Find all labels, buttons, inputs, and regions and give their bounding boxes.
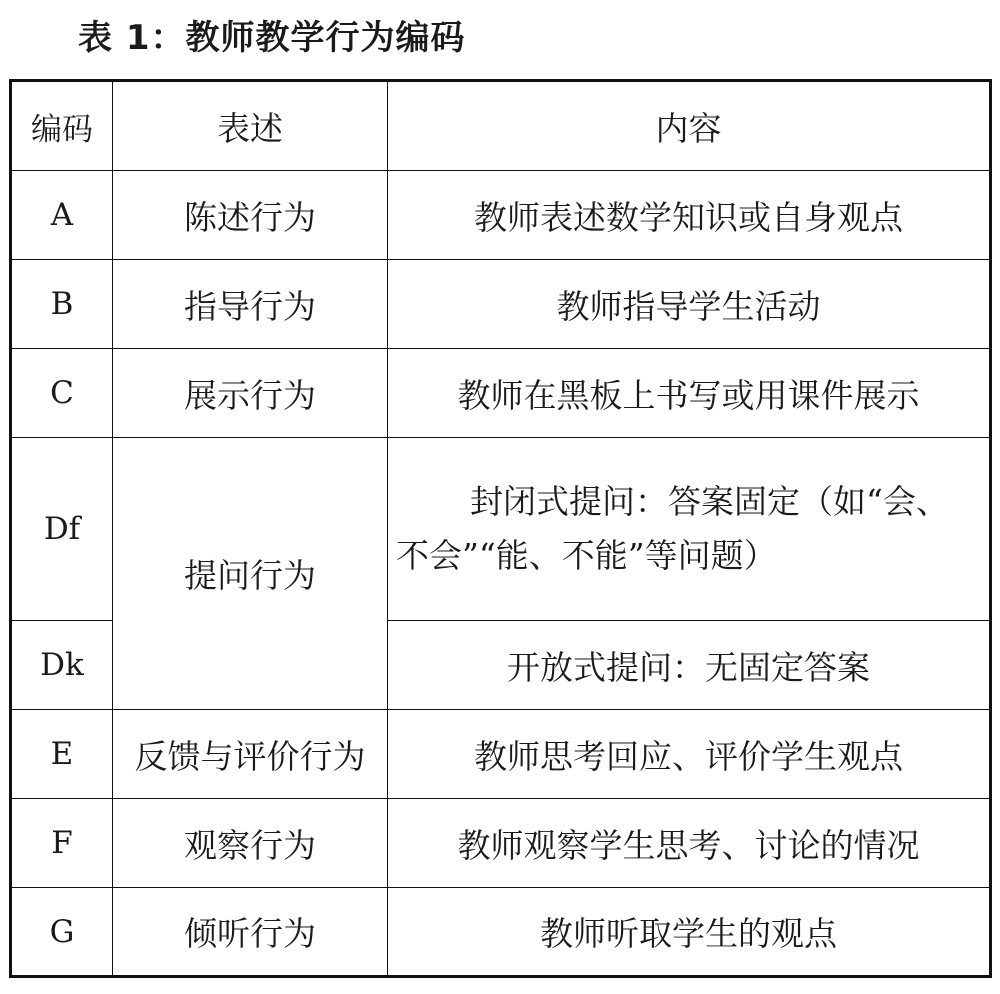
cell-content bbox=[388, 438, 991, 621]
table-row bbox=[11, 260, 991, 349]
cell-code: B bbox=[11, 260, 113, 349]
header-content: 内容 bbox=[388, 81, 991, 171]
cell-content: 教师表述数学知识或自身观点 bbox=[388, 171, 991, 260]
cell-description: 观察行为 bbox=[113, 799, 388, 888]
cell-code: G bbox=[11, 888, 113, 977]
cell-content-line: 封闭式提问：答案固定（如“会、 bbox=[470, 482, 949, 521]
cell-content: 教师指导学生活动 bbox=[388, 260, 991, 349]
cell-code: Df bbox=[11, 438, 113, 621]
cell-content: 教师观察学生思考、讨论的情况 bbox=[388, 799, 991, 888]
header-description: 表述 bbox=[113, 81, 388, 171]
cell-content: 开放式提问：无固定答案 bbox=[388, 621, 991, 710]
cell-content-line: 不会”“能、不能”等问题） bbox=[396, 536, 777, 575]
cell-description: 陈述行为 bbox=[113, 171, 388, 260]
cell-description: 倾听行为 bbox=[113, 888, 388, 977]
cell-description: 指导行为 bbox=[113, 260, 388, 349]
cell-code: A bbox=[11, 171, 113, 260]
table-header-row bbox=[11, 81, 991, 171]
cell-content: 教师思考回应、评价学生观点 bbox=[388, 710, 991, 799]
cell-description: 展示行为 bbox=[113, 349, 388, 438]
cell-content: 教师听取学生的观点 bbox=[388, 888, 991, 977]
table-row bbox=[11, 171, 991, 260]
cell-code: F bbox=[11, 799, 113, 888]
table-caption: 表 1：教师教学行为编码 bbox=[78, 18, 466, 58]
table-row bbox=[11, 799, 991, 888]
behavior-code-table bbox=[9, 79, 992, 978]
cell-code: C bbox=[11, 349, 113, 438]
table-row bbox=[11, 438, 991, 621]
header-code: 编码 bbox=[11, 81, 113, 171]
cell-content: 教师在黑板上书写或用课件展示 bbox=[388, 349, 991, 438]
cell-code: Dk bbox=[11, 621, 113, 710]
table-row bbox=[11, 349, 991, 438]
table-row bbox=[11, 710, 991, 799]
cell-code: E bbox=[11, 710, 113, 799]
cell-description: 反馈与评价行为 bbox=[113, 710, 388, 799]
table-row bbox=[11, 888, 991, 977]
cell-description: 提问行为 bbox=[113, 438, 388, 710]
